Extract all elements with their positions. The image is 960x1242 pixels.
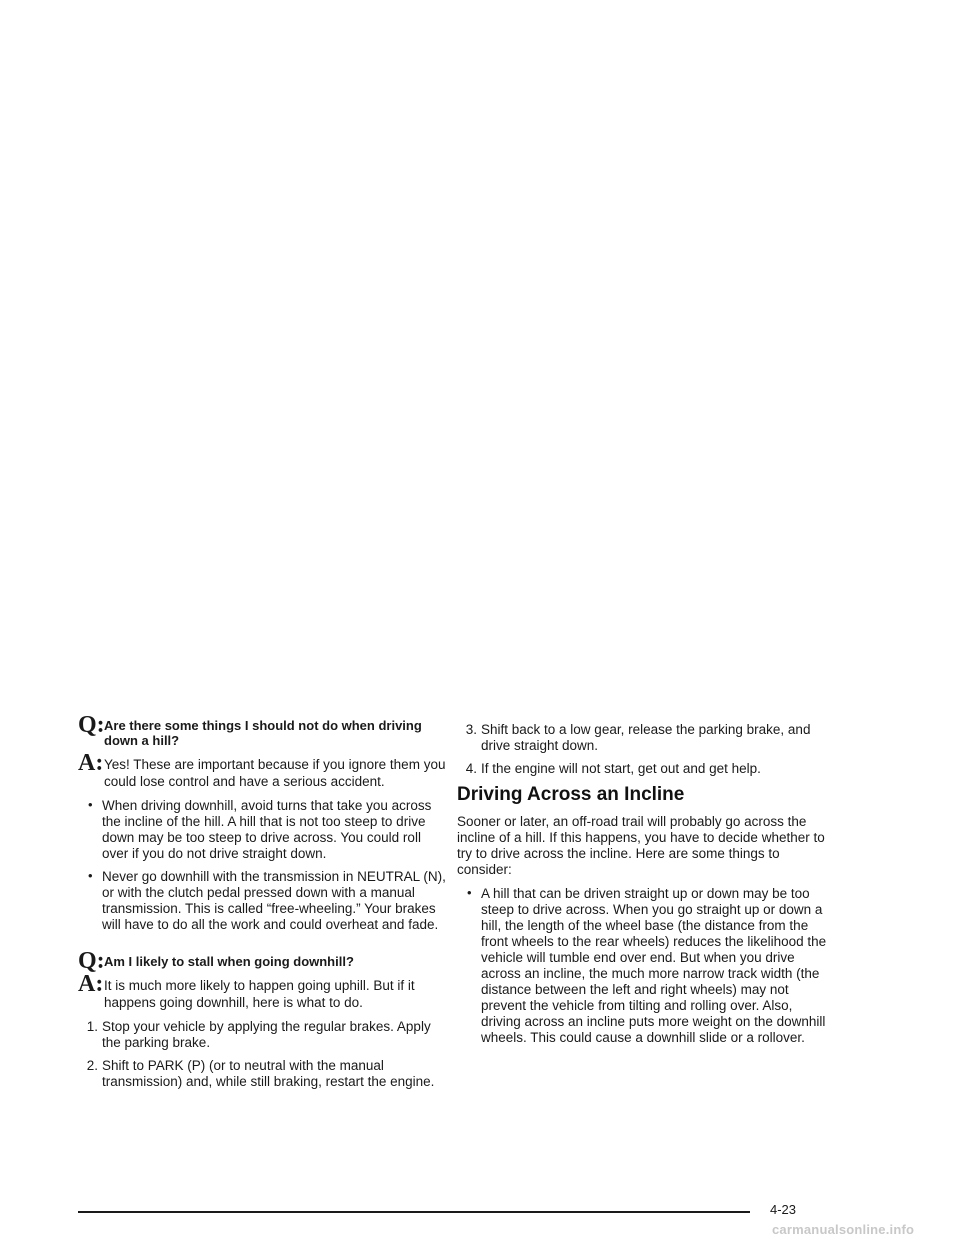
left-column bbox=[78, 712, 448, 1097]
answer-text: It is much more likely to happen going uphill. But if it happens going downhill, here is what to do. bbox=[104, 978, 415, 1010]
right-column bbox=[457, 722, 827, 1053]
q-mark: Q: bbox=[78, 712, 105, 738]
stall-steps-list bbox=[78, 1019, 448, 1090]
bullet-text: When driving downhill, avoid turns that take you across the incline of the hill. A hill that is not too steep to drive down may be too steep to drive across. You could roll over if you do not drive straight down. bbox=[102, 798, 432, 861]
list-item bbox=[457, 722, 827, 754]
list-item bbox=[78, 869, 448, 933]
bullet-text: Never go downhill with the transmission in NEUTRAL (N), or with the clutch pedal pressed down with a manual transmission. This is called “free-wheeling.” Your brakes will have to do all the work and could overheat and fade. bbox=[102, 869, 446, 932]
question-1 bbox=[78, 712, 448, 748]
q-mark: Q: bbox=[78, 948, 105, 974]
bullet-text: A hill that can be driven straight up or down may be too steep to drive across. When you go straight up or down a hill, the length of the wheel base (the distance from the front wheels to the rear wheels) reduces the likelihood the vehicle will tumble end over end. But when you drive across an incline, the much more narrow track width (the distance between the left and right wheels) may not prevent the vehicle from tilting and rolling over. Also, driving across an incline puts more weight on the downhill wheels. This could cause a downhill slide or a rollover. bbox=[481, 886, 827, 1045]
step-number: 2. bbox=[86, 1058, 98, 1073]
incline-bullet-list bbox=[457, 886, 827, 1046]
spacer bbox=[78, 940, 448, 954]
step-number: 3. bbox=[465, 722, 477, 737]
bullet-icon: • bbox=[467, 885, 472, 900]
step-number: 1. bbox=[86, 1019, 98, 1034]
list-item bbox=[457, 886, 827, 1046]
step-text: Shift back to a low gear, release the parking brake, and drive straight down. bbox=[481, 722, 811, 753]
bullet-icon: • bbox=[88, 868, 93, 883]
downhill-bullet-list bbox=[78, 798, 448, 933]
answer-text: Yes! These are important because if you ignore them you could lose control and have a serious accident. bbox=[104, 757, 446, 789]
question-2 bbox=[78, 948, 448, 974]
question-text: Am I likely to stall when going downhill? bbox=[104, 954, 354, 969]
list-item bbox=[78, 798, 448, 862]
watermark: carmanualsonline.info bbox=[772, 1222, 915, 1237]
a-mark: A: bbox=[78, 750, 104, 776]
answer-2 bbox=[78, 971, 448, 1011]
question-text: Are there some things I should not do when driving down a hill? bbox=[104, 718, 422, 748]
footer-rule bbox=[78, 1211, 750, 1213]
page-number: 4-23 bbox=[770, 1202, 797, 1217]
a-mark: A: bbox=[78, 971, 104, 997]
step-text: Shift to PARK (P) (or to neutral with the manual transmission) and, while still braking, restart the engine. bbox=[102, 1058, 435, 1089]
section-heading: Driving Across an Incline bbox=[457, 784, 685, 805]
step-number: 4. bbox=[465, 761, 477, 776]
section-intro: Sooner or later, an off-road trail will probably go across the incline of a hill. If this happens, you have to decide whether to try to drive across the incline. Here are some things to consider: bbox=[457, 814, 825, 877]
list-item bbox=[78, 1019, 448, 1051]
stall-steps-list-continued bbox=[457, 722, 827, 777]
bullet-icon: • bbox=[88, 797, 93, 812]
list-item bbox=[78, 1058, 448, 1090]
answer-1 bbox=[78, 750, 448, 790]
step-text: If the engine will not start, get out and get help. bbox=[481, 761, 761, 776]
step-text: Stop your vehicle by applying the regular brakes. Apply the parking brake. bbox=[102, 1019, 431, 1050]
list-item bbox=[457, 761, 827, 777]
